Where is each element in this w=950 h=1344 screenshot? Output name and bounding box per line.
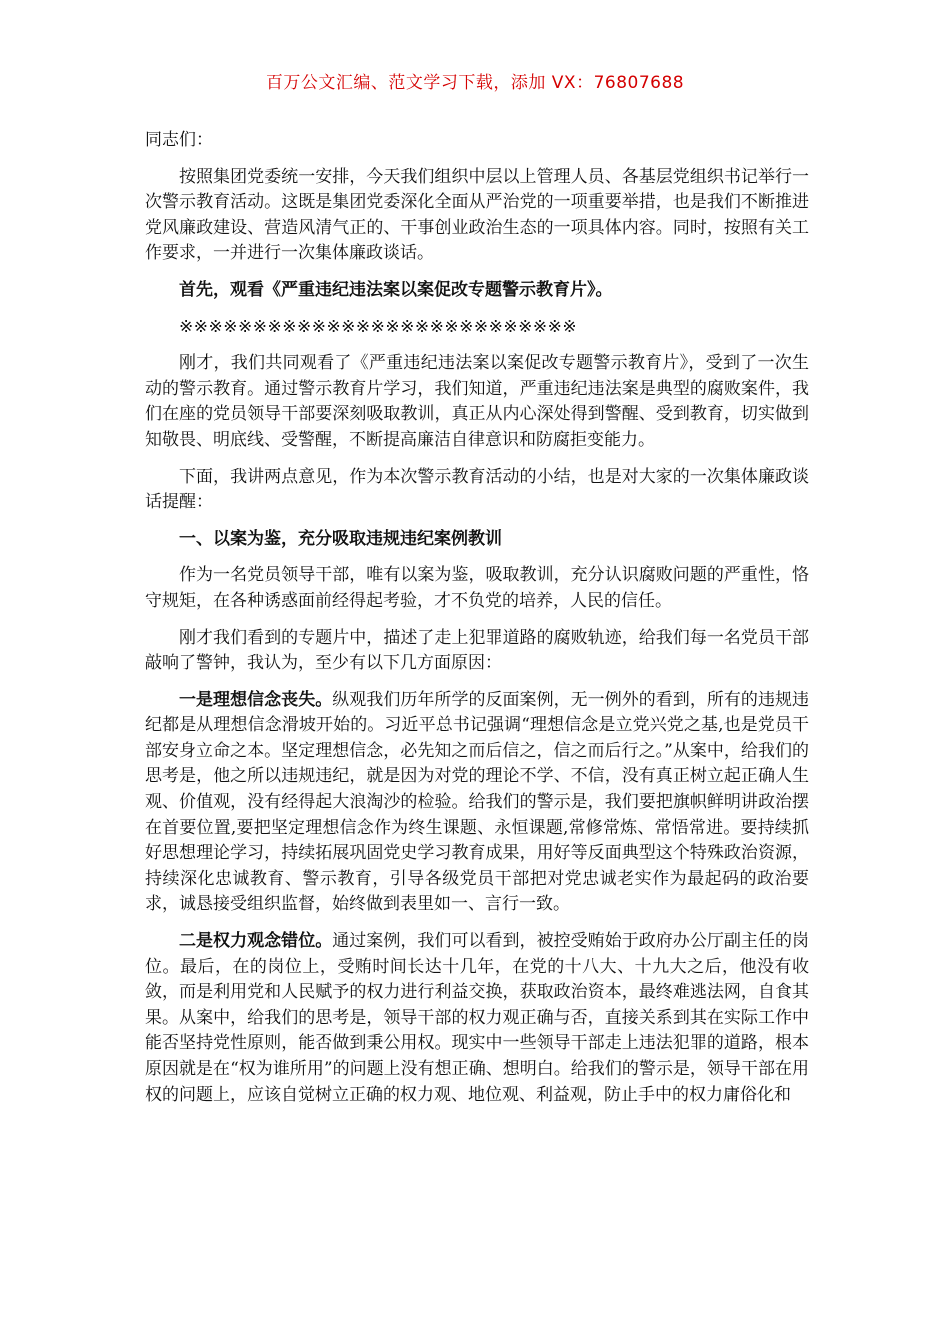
paragraph-reasons: 刚才我们看到的专题片中，描述了走上犯罪道路的腐败轨迹，给我们每一名党员干部敲响了警钟，我认为，至少有以下几方面原因：: [145, 627, 809, 674]
document-body: [145, 128, 809, 1119]
reason-2-text: 通过案例，我们可以看到，被控受贿始于政府办公厅副主任的岗位。最后，在的岗位上，受贿时间长达十几年，在党的十八大、十九大之后，他没有收敛，而是利用党和人民赋予的权力进行利益交换，获取政治资本，最终难逃法网，自食其果。从案中，给我们的思考是，领导干部的权力观正确与否，直接关系到其在实际工作中能否坚持党性原则，能否做到秉公用权。现实中一些领导干部走上违法犯罪的道路，根本原因就是在“权为谁所用”的问题上没有想正确、想明白。给我们的警示是，领导干部在用权的问题上，应该自觉树立正确的权力观、地位观、利益观，防止手中的权力庸俗化和: [145, 931, 809, 1105]
paragraph-video: 首先，观看《严重违纪违法案以案促改专题警示教育片》。: [179, 279, 613, 300]
reason-1-lead: 一是理想信念丧失。: [179, 689, 333, 710]
paragraph-reason-2: [145, 929, 809, 1108]
paragraph-after-video: 刚才，我们共同观看了《严重违纪违法案以案促改专题警示教育片》，受到了一次生动的警示教育。通过警示教育片学习，我们知道，严重违纪违法案是典型的腐败案件，我们在座的党员领导干部要深刻吸取教训，真正从内心深处得到警醒、受到教育，切实做到知敬畏、明底线、受警醒，不断提高廉洁自律意识和防腐拒变能力。: [145, 353, 809, 450]
reason-2-lead: 二是权力观念错位。: [179, 931, 333, 952]
paragraph-reason-1: [145, 688, 809, 918]
paragraph-lesson: 作为一名党员领导干部，唯有以案为鉴，吸取教训，充分认识腐败问题的严重性，恪守规矩，在各种诱惑面前经得起考验，才不负党的培养，人民的信任。: [145, 565, 809, 611]
separator-stars: ※※※※※※※※※※※※※※※※※※※※※※※※※※※: [179, 316, 578, 337]
watermark-header: 百万公文汇编、范文学习下载，添加 VX：76807688: [265, 73, 685, 93]
section-heading-1: 一、以案为鉴，充分吸取违规违纪案例教训: [179, 528, 502, 549]
paragraph-two-points: 下面，我讲两点意见，作为本次警示教育活动的小结，也是对大家的一次集体廉政谈话提醒：: [145, 466, 809, 513]
paragraph-intro: 按照集团党委统一安排，今天我们组织中层以上管理人员、各基层党组织书记举行一次警示教育活动。这既是集团党委深化全面从严治党的一项重要举措，也是我们不断推进党风廉政建设、营造风清气正的、干事创业政治生态的一项具体内容。同时，按照有关工作要求，一并进行一次集体廉政谈话。: [145, 166, 809, 264]
greeting: 同志们：: [145, 130, 213, 150]
reason-1-text: 纵观我们历年所学的反面案例，无一例外的看到，所有的违规违纪都是从理想信念滑坡开始的。习近平总书记强调“理想信念是立党兴党之基,也是党员干部安身立命之本。坚定理想信念，必先知之而后信之，信之而后行之。”从案中，给我们的思考是，他之所以违规违纪，就是因为对党的理论不学、不信，没有真正树立起正确人生观、价值观，没有经得起大浪淘沙的检验。给我们的警示是，我们要把旗帜鲜明讲政治摆在首要位置,要把坚定理想信念作为终生课题、永恒课题,常修常炼、常悟常进。要持续抓好思想理论学习，持续拓展巩固党史学习教育成果，用好等反面典型这个特殊政治资源，持续深化忠诚教育、警示教育，引导各级党员干部把对党忠诚老实作为最起码的政治要求，诚恳接受组织监督，始终做到表里如一、言行一致。: [145, 689, 809, 915]
